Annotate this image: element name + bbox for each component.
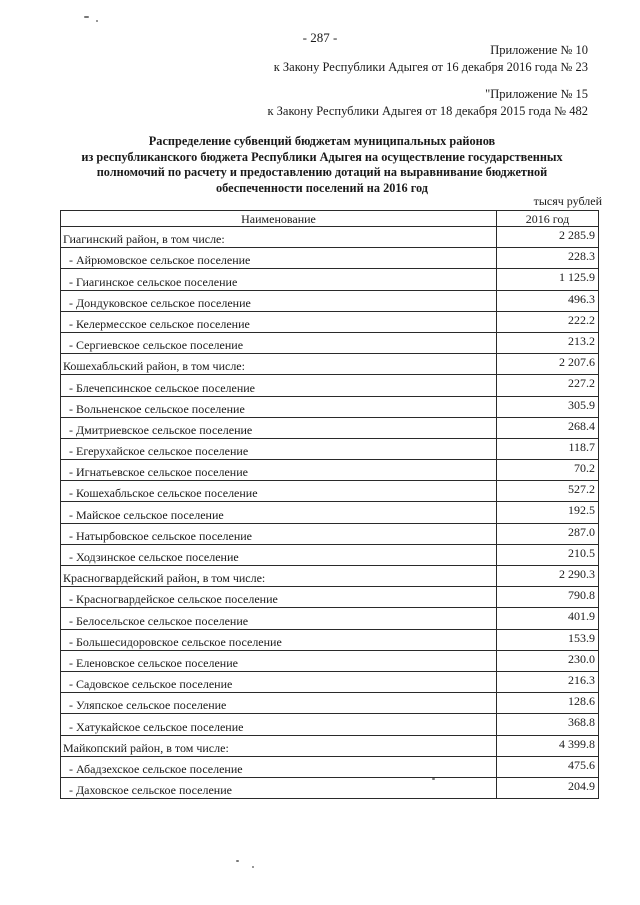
settlement-row bbox=[61, 311, 599, 332]
row-name: - Гиагинское сельское поселение bbox=[61, 269, 497, 290]
row-name: - Красногвардейское сельское поселение bbox=[61, 587, 497, 608]
settlement-row bbox=[61, 396, 599, 417]
row-value: 1 125.9 bbox=[497, 269, 599, 290]
settlement-row bbox=[61, 332, 599, 353]
row-name: - Белосельское сельское поселение bbox=[61, 608, 497, 629]
page-number: - 287 - bbox=[302, 30, 338, 45]
row-name: - Еленовское сельское поселение bbox=[61, 650, 497, 671]
row-value: 4 399.8 bbox=[497, 735, 599, 756]
row-name: Кошехабльский район, в том числе: bbox=[61, 354, 497, 375]
settlement-row bbox=[61, 693, 599, 714]
row-name: - Хатукайское сельское поселение bbox=[61, 714, 497, 735]
settlement-row bbox=[61, 375, 599, 396]
units-label: тысяч рублей bbox=[533, 194, 602, 208]
row-value: 2 207.6 bbox=[497, 354, 599, 375]
row-value: 496.3 bbox=[497, 290, 599, 311]
settlement-row bbox=[61, 460, 599, 481]
row-name: - Ходзинское сельское поселение bbox=[61, 544, 497, 565]
row-name: - Блечепсинское сельское поселение bbox=[61, 375, 497, 396]
district-row bbox=[61, 354, 599, 375]
row-value: 2 285.9 bbox=[497, 227, 599, 248]
row-name: - Егерухайское сельское поселение bbox=[61, 438, 497, 459]
settlement-row bbox=[61, 481, 599, 502]
settlement-row bbox=[61, 629, 599, 650]
row-value: 230.0 bbox=[497, 650, 599, 671]
title-line: полномочий по расчету и предоставлению дотаций на выравнивание бюджетной bbox=[96, 165, 548, 179]
row-name: - Кошехабльское сельское поселение bbox=[61, 481, 497, 502]
row-value: 368.8 bbox=[497, 714, 599, 735]
table-header-row bbox=[61, 211, 599, 227]
row-name: - Абадзехское сельское поселение bbox=[61, 756, 497, 777]
column-header-year: 2016 год bbox=[497, 211, 599, 227]
settlement-row bbox=[61, 502, 599, 523]
settlement-row bbox=[61, 756, 599, 777]
row-value: 527.2 bbox=[497, 481, 599, 502]
settlement-row bbox=[61, 650, 599, 671]
settlement-row bbox=[61, 248, 599, 269]
row-value: 228.3 bbox=[497, 248, 599, 269]
settlement-row bbox=[61, 777, 599, 798]
row-value: 475.6 bbox=[497, 756, 599, 777]
row-name: - Вольненское сельское поселение bbox=[61, 396, 497, 417]
settlement-row bbox=[61, 544, 599, 565]
row-name: Гиагинский район, в том числе: bbox=[61, 227, 497, 248]
settlement-row bbox=[61, 671, 599, 692]
scan-speck bbox=[236, 860, 239, 862]
row-value: 118.7 bbox=[497, 438, 599, 459]
annex-current-law: к Закону Республики Адыгея от 16 декабря 2016 года № 23 bbox=[273, 60, 588, 74]
district-row bbox=[61, 735, 599, 756]
row-value: 287.0 bbox=[497, 523, 599, 544]
row-name: - Большесидоровское сельское поселение bbox=[61, 629, 497, 650]
row-value: 70.2 bbox=[497, 460, 599, 481]
row-name: - Садовское сельское поселение bbox=[61, 671, 497, 692]
row-name: Майкопский район, в том числе: bbox=[61, 735, 497, 756]
row-name: - Келермесское сельское поселение bbox=[61, 311, 497, 332]
row-value: 305.9 bbox=[497, 396, 599, 417]
district-row bbox=[61, 566, 599, 587]
row-value: 192.5 bbox=[497, 502, 599, 523]
row-name: - Айрюмовское сельское поселение bbox=[61, 248, 497, 269]
row-value: 204.9 bbox=[497, 777, 599, 798]
scan-speck bbox=[84, 16, 89, 18]
settlement-row bbox=[61, 714, 599, 735]
row-name: - Уляпское сельское поселение bbox=[61, 693, 497, 714]
column-header-name: Наименование bbox=[61, 211, 497, 227]
row-value: 268.4 bbox=[497, 417, 599, 438]
row-value: 227.2 bbox=[497, 375, 599, 396]
row-name: Красногвардейский район, в том числе: bbox=[61, 566, 497, 587]
district-row bbox=[61, 227, 599, 248]
row-name: - Натырбовское сельское поселение bbox=[61, 523, 497, 544]
annex-amended-number: "Приложение № 15 bbox=[485, 87, 588, 101]
table-body bbox=[61, 227, 599, 799]
title-line: Распределение субвенций бюджетам муниципальных районов bbox=[148, 134, 496, 148]
settlement-row bbox=[61, 290, 599, 311]
row-value: 2 290.3 bbox=[497, 566, 599, 587]
annex-amended-law: к Закону Республики Адыгея от 18 декабря 2015 года № 482 bbox=[267, 104, 588, 118]
settlement-row bbox=[61, 417, 599, 438]
scan-speck bbox=[252, 866, 254, 868]
row-name: - Игнатьевское сельское поселение bbox=[61, 460, 497, 481]
scan-speck bbox=[96, 20, 98, 22]
row-value: 213.2 bbox=[497, 332, 599, 353]
settlement-row bbox=[61, 608, 599, 629]
row-value: 790.8 bbox=[497, 587, 599, 608]
annex-current bbox=[274, 42, 588, 76]
row-value: 153.9 bbox=[497, 629, 599, 650]
subsidy-table bbox=[60, 210, 599, 799]
settlement-row bbox=[61, 587, 599, 608]
annex-current-number: Приложение № 10 bbox=[490, 43, 588, 57]
row-value: 128.6 bbox=[497, 693, 599, 714]
settlement-row bbox=[61, 438, 599, 459]
document-title bbox=[40, 134, 604, 196]
row-name: - Даховское сельское поселение bbox=[61, 777, 497, 798]
row-name: - Дмитриевское сельское поселение bbox=[61, 417, 497, 438]
row-name: - Сергиевское сельское поселение bbox=[61, 332, 497, 353]
title-line: из республиканского бюджета Республики Адыгея на осуществление государственных bbox=[81, 149, 563, 164]
settlement-row bbox=[61, 269, 599, 290]
row-name: - Дондуковское сельское поселение bbox=[61, 290, 497, 311]
title-line: обеспеченности поселений на 2016 год bbox=[215, 180, 429, 195]
row-value: 401.9 bbox=[497, 608, 599, 629]
row-value: 210.5 bbox=[497, 544, 599, 565]
row-value: 222.2 bbox=[497, 311, 599, 332]
annex-amended bbox=[267, 86, 588, 120]
row-value: 216.3 bbox=[497, 671, 599, 692]
row-name: - Майское сельское поселение bbox=[61, 502, 497, 523]
settlement-row bbox=[61, 523, 599, 544]
